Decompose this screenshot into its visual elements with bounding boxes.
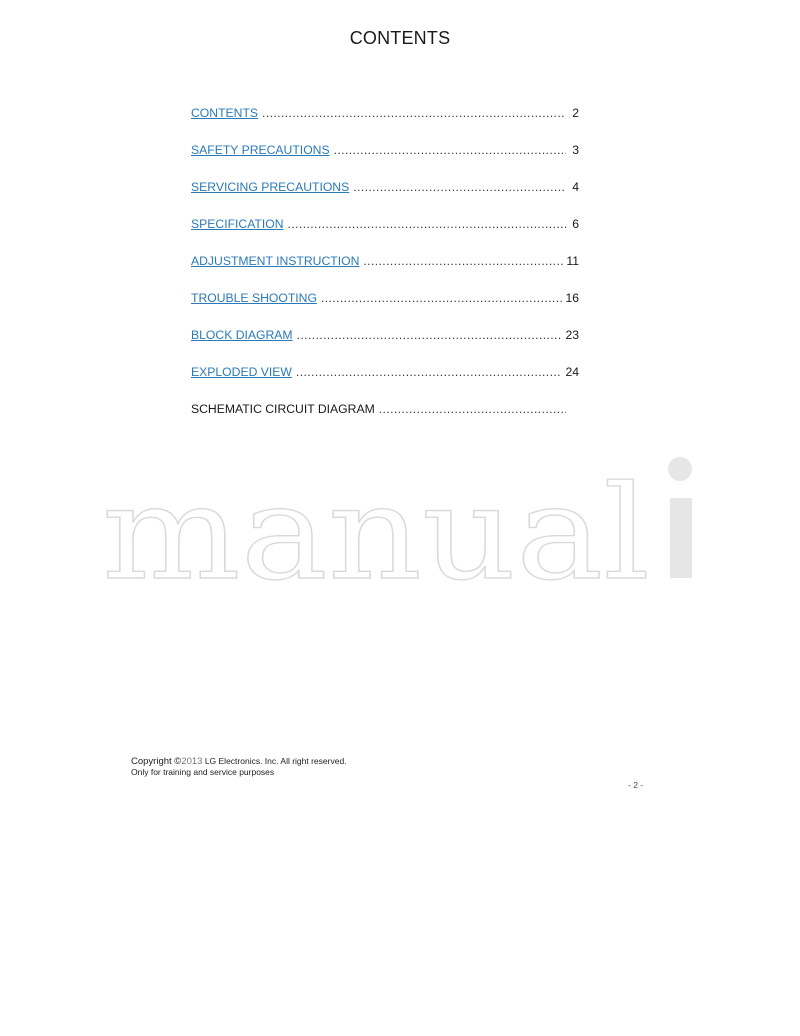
dot-leader	[297, 328, 563, 342]
toc-link-adjustment-instruction[interactable]: ADJUSTMENT INSTRUCTION	[191, 254, 360, 268]
page-title: CONTENTS	[349, 28, 451, 48]
toc-label-schematic-circuit-diagram: SCHEMATIC CIRCUIT DIAGRAM	[191, 402, 375, 416]
toc-page-number: 23	[565, 328, 579, 342]
toc-row-exploded-view	[191, 365, 579, 402]
toc-link-specification[interactable]: SPECIFICATION	[191, 217, 284, 231]
dot-leader	[363, 254, 563, 268]
copyright-company: LG Electronics. Inc. All right reserved.	[202, 756, 347, 766]
dot-leader	[379, 402, 566, 416]
toc-page-number: 11	[566, 254, 579, 268]
toc-page-number: 4	[572, 180, 579, 194]
toc-row-safety-precautions	[191, 143, 579, 180]
copyright-year: 2013	[181, 756, 203, 767]
toc-page-number: 24	[565, 365, 579, 379]
manuali-watermark-logo	[100, 448, 700, 588]
toc-row-schematic-circuit-diagram	[191, 402, 579, 439]
toc-row-adjustment-instruction	[191, 254, 579, 291]
toc-link-block-diagram[interactable]: BLOCK DIAGRAM	[191, 328, 293, 342]
toc-row-servicing-precautions	[191, 180, 579, 217]
toc-link-servicing-precautions[interactable]: SERVICING PRECAUTIONS	[191, 180, 350, 194]
toc-row-specification	[191, 217, 579, 254]
table-of-contents	[191, 106, 579, 439]
dot-leader	[288, 217, 566, 231]
toc-page-number: 2	[572, 106, 579, 120]
toc-link-trouble-shooting[interactable]: TROUBLE SHOOTING	[191, 291, 317, 305]
toc-page-number: 6	[572, 217, 579, 231]
copyright-prefix: Copyright ©	[131, 756, 182, 767]
toc-link-contents[interactable]: CONTENTS	[191, 106, 259, 120]
toc-link-exploded-view[interactable]: EXPLODED VIEW	[191, 365, 292, 379]
dot-leader	[353, 180, 566, 194]
toc-row-block-diagram	[191, 328, 579, 365]
toc-page-number: 3	[572, 143, 579, 157]
watermark-i-dot	[668, 457, 692, 481]
toc-row-trouble-shooting	[191, 291, 579, 328]
watermark-i-stem	[670, 498, 692, 578]
toc-page-number: 16	[565, 291, 579, 305]
dot-leader	[321, 291, 562, 305]
footer-copyright	[131, 756, 347, 767]
page-number: - 2 -	[628, 780, 644, 790]
dot-leader	[262, 106, 566, 120]
dot-leader	[334, 143, 566, 157]
dot-leader	[296, 365, 563, 379]
watermark-wordmark: manual	[102, 457, 650, 588]
toc-link-safety-precautions[interactable]: SAFETY PRECAUTIONS	[191, 143, 330, 157]
toc-row-contents	[191, 106, 579, 143]
footer-note: Only for training and service purposes	[131, 767, 275, 777]
